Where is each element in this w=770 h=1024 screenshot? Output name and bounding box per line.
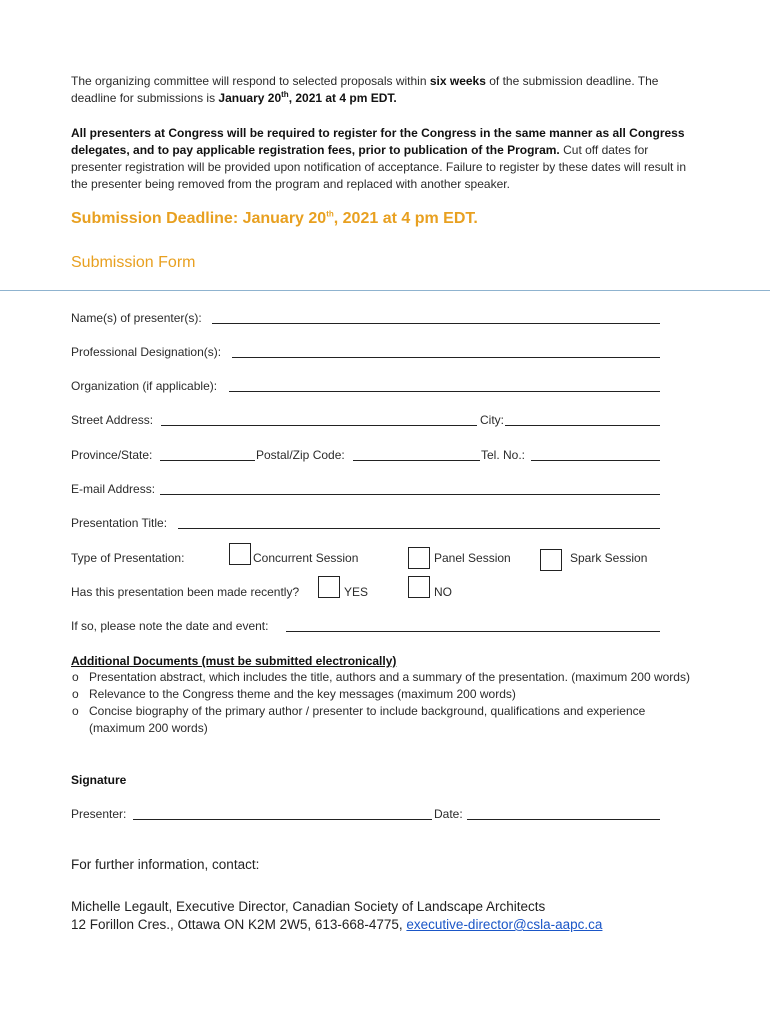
additional-docs-heading-text: Additional Documents (must be submitted electronically) bbox=[71, 654, 397, 668]
spark-session-label: Spark Session bbox=[570, 551, 648, 565]
postal-label: Postal/Zip Code: bbox=[256, 448, 345, 462]
province-label: Province/State: bbox=[71, 448, 153, 462]
deadline-suffix: th bbox=[326, 209, 334, 219]
panel-session-label: Panel Session bbox=[434, 551, 511, 565]
organization-field[interactable] bbox=[229, 391, 660, 392]
presentation-title-label: Presentation Title: bbox=[71, 516, 168, 530]
email-field[interactable] bbox=[160, 494, 660, 495]
additional-docs-heading bbox=[71, 652, 396, 670]
bullet-icon: o bbox=[72, 670, 79, 684]
form-title: Submission Form bbox=[71, 254, 196, 271]
date-label: Date: bbox=[434, 807, 463, 821]
name-field[interactable] bbox=[212, 323, 660, 324]
recent-label: Has this presentation been made recently? bbox=[71, 585, 300, 599]
no-label: NO bbox=[434, 585, 452, 599]
panel-session-checkbox[interactable] bbox=[408, 547, 430, 569]
list-item-text: Presentation abstract, which includes the title, authors and a summary of the presentation. (maximum 200 words) bbox=[89, 670, 690, 684]
contact-name: Michelle Legault, Executive Director, Canadian Society of Landscape Architects bbox=[71, 899, 546, 914]
bullet-icon: o bbox=[72, 704, 79, 718]
registration-details: Cut off dates for presenter registration will be provided upon notification of acceptance. Failure to register by these dates will result in the presenter being removed from the program and replaced with another speaker. bbox=[71, 143, 686, 191]
postal-field[interactable] bbox=[353, 460, 480, 461]
no-checkbox[interactable] bbox=[408, 576, 430, 598]
type-label: Type of Presentation: bbox=[71, 551, 185, 565]
list-item-text: Concise biography of the primary author / presenter to include background, qualifications and experience (maximum 200 words) bbox=[89, 704, 646, 735]
yes-label: YES bbox=[344, 585, 369, 599]
list-item bbox=[71, 703, 701, 737]
contact-intro: For further information, contact: bbox=[71, 857, 260, 872]
province-field[interactable] bbox=[160, 460, 255, 461]
yes-checkbox[interactable] bbox=[318, 576, 340, 598]
bullet-icon: o bbox=[72, 687, 79, 701]
contact-address-text: 12 Forillon Cres., Ottawa ON K2M 2W5, 613-668-4775, bbox=[71, 917, 407, 932]
deadline-text: Submission Deadline: January 20 bbox=[71, 210, 327, 227]
organization-label: Organization (if applicable): bbox=[71, 379, 218, 393]
intro-text: The organizing committee will respond to selected proposals within bbox=[71, 74, 430, 88]
signature-heading bbox=[71, 771, 126, 789]
street-label: Street Address: bbox=[71, 413, 154, 427]
if-so-label: If so, please note the date and event: bbox=[71, 619, 269, 633]
list-item bbox=[71, 669, 701, 686]
concurrent-session-checkbox[interactable] bbox=[229, 543, 251, 565]
tel-label: Tel. No.: bbox=[481, 448, 526, 462]
signature-date-field[interactable] bbox=[467, 819, 660, 820]
intro-six-weeks: six weeks bbox=[429, 74, 486, 88]
intro-paragraph-2 bbox=[71, 125, 696, 193]
list-item-text: Relevance to the Congress theme and the key messages (maximum 200 words) bbox=[89, 687, 516, 701]
designation-field[interactable] bbox=[232, 357, 660, 358]
registration-requirement: All presenters at Congress will be required to register for the Congress in the same manner as all Congress delegates, and to pay applicable registration fees, prior to publication of the Program. bbox=[71, 126, 685, 157]
name-label: Name(s) of presenter(s): bbox=[71, 311, 202, 325]
signature-heading-text: Signature bbox=[71, 773, 127, 787]
city-label: City: bbox=[480, 413, 504, 427]
list-item bbox=[71, 686, 701, 703]
intro-deadline-time: , 2021 at 4 pm EDT. bbox=[288, 91, 397, 105]
presenter-label: Presenter: bbox=[71, 807, 127, 821]
contact-address bbox=[71, 915, 602, 934]
intro-date-suffix: th bbox=[281, 90, 289, 99]
intro-text-2: of the submission deadline. The deadline for submissions is bbox=[71, 74, 659, 105]
section-divider bbox=[0, 290, 770, 291]
contact-email-link[interactable]: executive-director@csla-aapc.ca bbox=[406, 917, 603, 932]
deadline-time: , 2021 at 4 pm EDT. bbox=[333, 210, 478, 227]
deadline-heading bbox=[71, 210, 478, 228]
date-event-field[interactable] bbox=[286, 631, 660, 632]
intro-paragraph-1 bbox=[71, 73, 696, 107]
spark-session-checkbox[interactable] bbox=[540, 549, 562, 571]
concurrent-session-label: Concurrent Session bbox=[253, 551, 359, 565]
designation-label: Professional Designation(s): bbox=[71, 345, 222, 359]
city-field[interactable] bbox=[505, 425, 660, 426]
presentation-title-field[interactable] bbox=[178, 528, 660, 529]
tel-field[interactable] bbox=[531, 460, 660, 461]
presenter-signature-field[interactable] bbox=[133, 819, 432, 820]
additional-docs-list bbox=[71, 669, 701, 737]
street-field[interactable] bbox=[161, 425, 477, 426]
intro-deadline-date: January 20 bbox=[218, 91, 282, 105]
email-label: E-mail Address: bbox=[71, 482, 156, 496]
